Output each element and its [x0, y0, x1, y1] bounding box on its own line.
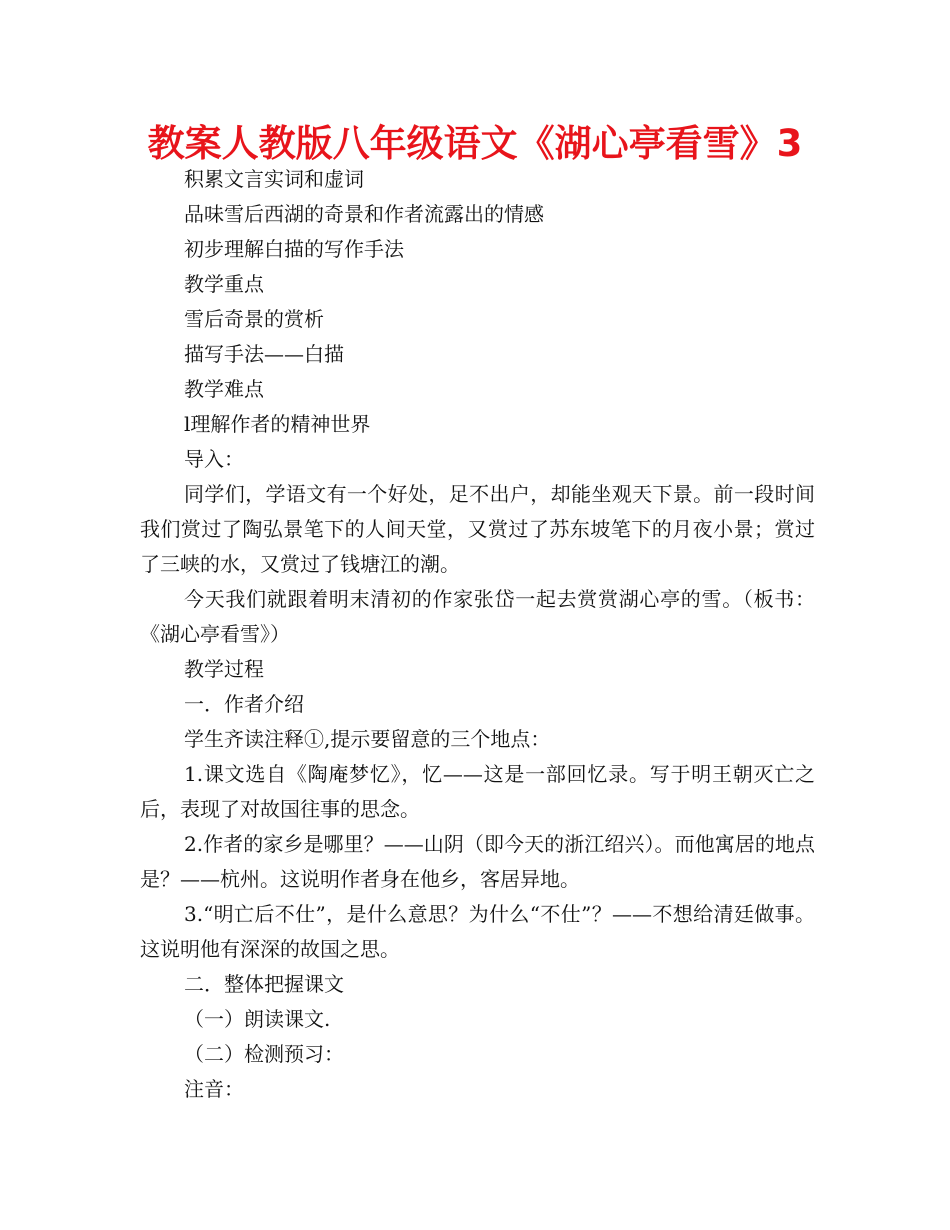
- paragraph: 3.“明亡后不仕”，是什么意思？为什么“不仕”？——不想给清廷做事。这说明他有深深的故国之思。: [140, 902, 815, 961]
- document-title: 教案人教版八年级语文《湖心亭看雪》3: [147, 122, 803, 165]
- text-line: 注音：: [184, 1077, 244, 1101]
- text-line: 描写手法——白描: [184, 342, 344, 366]
- section-heading: 教学难点: [184, 377, 264, 401]
- text-line: 学生齐读注释①,提示要留意的三个地点：: [184, 727, 551, 751]
- text-line: l理解作者的精神世界: [184, 412, 371, 436]
- text-line: 初步理解白描的写作手法: [184, 237, 404, 261]
- paragraph: 今天我们就跟着明末清初的作家张岱一起去赏赏湖心亭的雪。（板书：《湖心亭看雪》）: [140, 587, 815, 646]
- section-heading: 教学过程: [184, 657, 264, 681]
- paragraph: 2.作者的家乡是哪里？——山阴（即今天的浙江绍兴）。而他寓居的地点是？——杭州。这说明作者身在他乡，客居异地。: [140, 832, 815, 891]
- section-heading: 一．作者介绍: [184, 692, 304, 716]
- section-heading: 导入：: [184, 447, 244, 471]
- paragraph: 同学们，学语文有一个好处，足不出户，却能坐观天下景。前一段时间我们赏过了陶弘景笔下的人间天堂，又赏过了苏东坡笔下的月夜小景；赏过了三峡的水，又赏过了钱塘江的潮。: [140, 482, 815, 576]
- text-line: （二）检测预习：: [184, 1042, 344, 1066]
- text-line: 品味雪后西湖的奇景和作者流露出的情感: [184, 202, 544, 226]
- text-line: 积累文言实词和虚词: [184, 167, 364, 191]
- section-heading: 二．整体把握课文: [184, 972, 344, 996]
- document-body: [140, 162, 815, 1107]
- text-line: 雪后奇景的赏析: [184, 307, 324, 331]
- section-heading: 教学重点: [184, 272, 264, 296]
- paragraph: 1.课文选自《陶庵梦忆》，忆——这是一部回忆录。写于明王朝灭亡之后，表现了对故国往事的思念。: [140, 762, 815, 821]
- text-line: （一）朗读课文.: [184, 1007, 331, 1031]
